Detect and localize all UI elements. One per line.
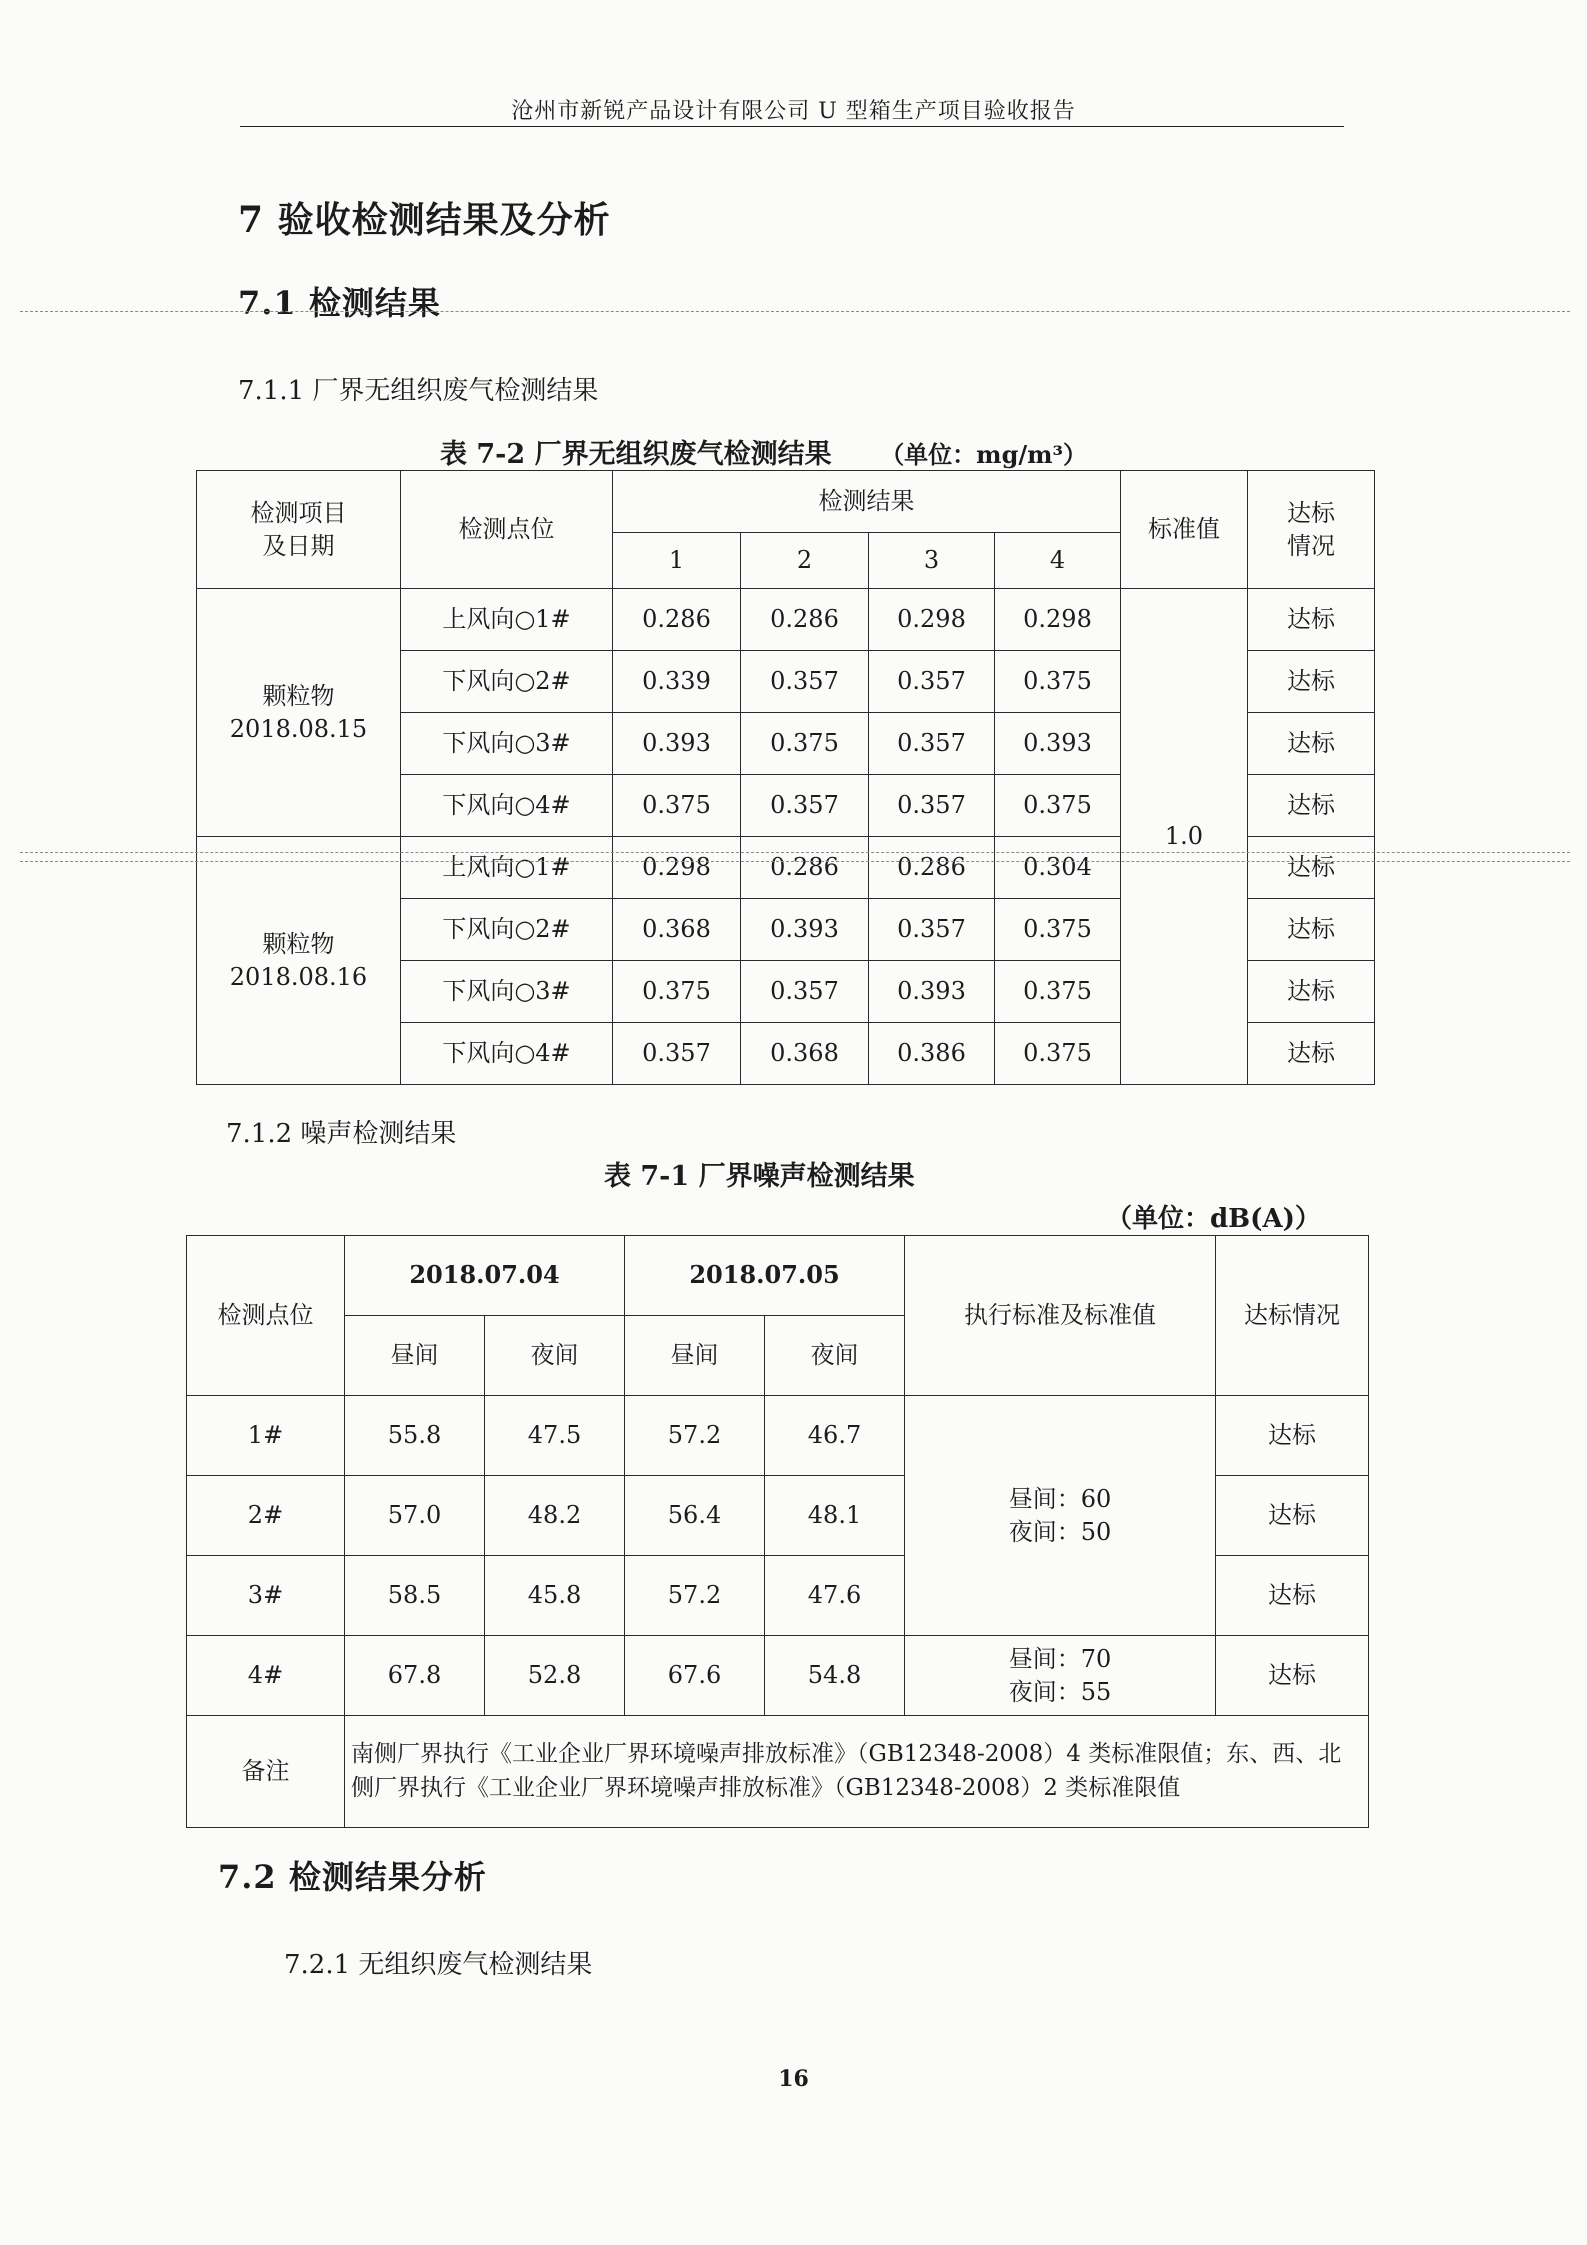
value-cell: 47.5	[485, 1396, 625, 1476]
scan-artifact-line	[20, 861, 1570, 862]
group-label: 颗粒物 2018.08.16	[197, 837, 401, 1085]
value-cell: 46.7	[765, 1396, 905, 1476]
value-cell: 0.386	[869, 1023, 995, 1085]
point-cell: 下风向○2#	[401, 651, 613, 713]
value-cell: 45.8	[485, 1556, 625, 1636]
point-cell: 下风向○4#	[401, 775, 613, 837]
standard-cell-b: 昼间：70 夜间：55	[905, 1636, 1216, 1716]
table-row	[197, 589, 1375, 651]
status-cell: 达标	[1248, 899, 1375, 961]
value-cell: 54.8	[765, 1636, 905, 1716]
status-cell: 达标	[1216, 1636, 1369, 1716]
value-cell: 0.357	[869, 775, 995, 837]
status-cell: 达标	[1216, 1396, 1369, 1476]
header-run-2: 2	[741, 533, 869, 589]
value-cell: 0.357	[741, 775, 869, 837]
group-label: 颗粒物 2018.08.15	[197, 589, 401, 837]
header-run-4: 4	[995, 533, 1121, 589]
value-cell: 0.368	[613, 899, 741, 961]
value-cell: 0.286	[741, 589, 869, 651]
running-header: 沧州市新锐产品设计有限公司 U 型箱生产项目验收报告	[511, 99, 1076, 124]
value-cell: 0.375	[995, 899, 1121, 961]
value-cell: 57.2	[625, 1396, 765, 1476]
status-cell: 达标	[1248, 775, 1375, 837]
header-result: 检测结果	[613, 471, 1121, 533]
status-cell: 达标	[1248, 713, 1375, 775]
value-cell: 0.339	[613, 651, 741, 713]
table-row	[187, 1636, 1369, 1716]
header-date-1: 2018.07.04	[345, 1236, 625, 1316]
value-cell: 0.375	[995, 961, 1121, 1023]
subsection-7-2-1-title: 7.2.1 无组织废气检测结果	[284, 1950, 593, 1980]
table-7-2-caption-text: 表 7-2 厂界无组织废气检测结果	[440, 439, 832, 470]
point-cell: 2#	[187, 1476, 345, 1556]
header-day: 昼间	[345, 1316, 485, 1396]
header-run-1: 1	[613, 533, 741, 589]
point-cell: 下风向○3#	[401, 713, 613, 775]
scan-artifact-line	[20, 852, 1570, 853]
standard-value-cell: 1.0	[1121, 589, 1248, 1085]
subsection-7-1-1-title: 7.1.1 厂界无组织废气检测结果	[238, 376, 599, 406]
page-number: 16	[778, 2066, 809, 2092]
point-cell: 下风向○2#	[401, 899, 613, 961]
value-cell: 0.393	[869, 961, 995, 1023]
value-cell: 0.393	[995, 713, 1121, 775]
standard-cell-a: 昼间：60 夜间：50	[905, 1396, 1216, 1636]
value-cell: 0.357	[869, 713, 995, 775]
value-cell: 58.5	[345, 1556, 485, 1636]
note-label: 备注	[187, 1716, 345, 1828]
value-cell: 0.298	[869, 589, 995, 651]
header-rule	[240, 126, 1344, 127]
section-7-1-title: 7.1 检测结果	[238, 284, 441, 322]
header-night: 夜间	[485, 1316, 625, 1396]
point-cell: 3#	[187, 1556, 345, 1636]
table-7-1-caption: 表 7-1 厂界噪声检测结果	[604, 1161, 915, 1192]
table-row	[187, 1396, 1369, 1476]
value-cell: 0.298	[613, 837, 741, 899]
subsection-7-1-2-title: 7.1.2 噪声检测结果	[226, 1119, 457, 1149]
scan-artifact-line	[20, 311, 1570, 312]
value-cell: 0.368	[741, 1023, 869, 1085]
table-7-1	[186, 1235, 1369, 1828]
value-cell: 67.6	[625, 1636, 765, 1716]
value-cell: 0.375	[613, 961, 741, 1023]
value-cell: 0.286	[741, 837, 869, 899]
header-status: 达标 情况	[1248, 471, 1375, 589]
status-cell: 达标	[1248, 589, 1375, 651]
value-cell: 57.2	[625, 1556, 765, 1636]
table-7-2-caption	[440, 432, 1087, 471]
value-cell: 56.4	[625, 1476, 765, 1556]
point-cell: 1#	[187, 1396, 345, 1476]
value-cell: 48.2	[485, 1476, 625, 1556]
table-7-1-unit: （单位：dB(A)）	[1106, 1204, 1321, 1234]
value-cell: 48.1	[765, 1476, 905, 1556]
value-cell: 0.304	[995, 837, 1121, 899]
point-cell: 4#	[187, 1636, 345, 1716]
status-cell: 达标	[1248, 651, 1375, 713]
status-cell: 达标	[1248, 837, 1375, 899]
header-standard: 执行标准及标准值	[905, 1236, 1216, 1396]
value-cell: 52.8	[485, 1636, 625, 1716]
point-cell: 上风向○1#	[401, 837, 613, 899]
header-day: 昼间	[625, 1316, 765, 1396]
header-point: 检测点位	[187, 1236, 345, 1396]
table-7-2	[196, 470, 1375, 1085]
value-cell: 0.357	[869, 651, 995, 713]
status-cell: 达标	[1216, 1556, 1369, 1636]
section-7-2-title: 7.2 检测结果分析	[218, 1858, 487, 1896]
value-cell: 67.8	[345, 1636, 485, 1716]
value-cell: 0.357	[869, 899, 995, 961]
value-cell: 0.393	[741, 899, 869, 961]
value-cell: 0.286	[869, 837, 995, 899]
value-cell: 55.8	[345, 1396, 485, 1476]
value-cell: 57.0	[345, 1476, 485, 1556]
header-date-2: 2018.07.05	[625, 1236, 905, 1316]
header-status: 达标情况	[1216, 1236, 1369, 1396]
status-cell: 达标	[1248, 1023, 1375, 1085]
value-cell: 0.375	[613, 775, 741, 837]
value-cell: 47.6	[765, 1556, 905, 1636]
value-cell: 0.375	[995, 1023, 1121, 1085]
header-night: 夜间	[765, 1316, 905, 1396]
table-7-2-unit: （单位：mg/m³）	[880, 440, 1088, 469]
point-cell: 上风向○1#	[401, 589, 613, 651]
header-item-date: 检测项目 及日期	[197, 471, 401, 589]
value-cell: 0.286	[613, 589, 741, 651]
value-cell: 0.357	[741, 961, 869, 1023]
point-cell: 下风向○4#	[401, 1023, 613, 1085]
point-cell: 下风向○3#	[401, 961, 613, 1023]
header-run-3: 3	[869, 533, 995, 589]
value-cell: 0.357	[613, 1023, 741, 1085]
value-cell: 0.375	[995, 775, 1121, 837]
note-text: 南侧厂界执行《工业企业厂界环境噪声排放标准》（GB12348-2008）4 类标准限值；东、西、北侧厂界执行《工业企业厂界环境噪声排放标准》（GB12348-2008）2 类标准限值	[345, 1716, 1369, 1828]
status-cell: 达标	[1216, 1476, 1369, 1556]
note-row	[187, 1716, 1369, 1828]
value-cell: 0.357	[741, 651, 869, 713]
value-cell: 0.375	[995, 651, 1121, 713]
header-point: 检测点位	[401, 471, 613, 589]
header-standard: 标准值	[1121, 471, 1248, 589]
value-cell: 0.298	[995, 589, 1121, 651]
value-cell: 0.393	[613, 713, 741, 775]
status-cell: 达标	[1248, 961, 1375, 1023]
value-cell: 0.375	[741, 713, 869, 775]
section-7-title: 7 验收检测结果及分析	[238, 199, 611, 241]
